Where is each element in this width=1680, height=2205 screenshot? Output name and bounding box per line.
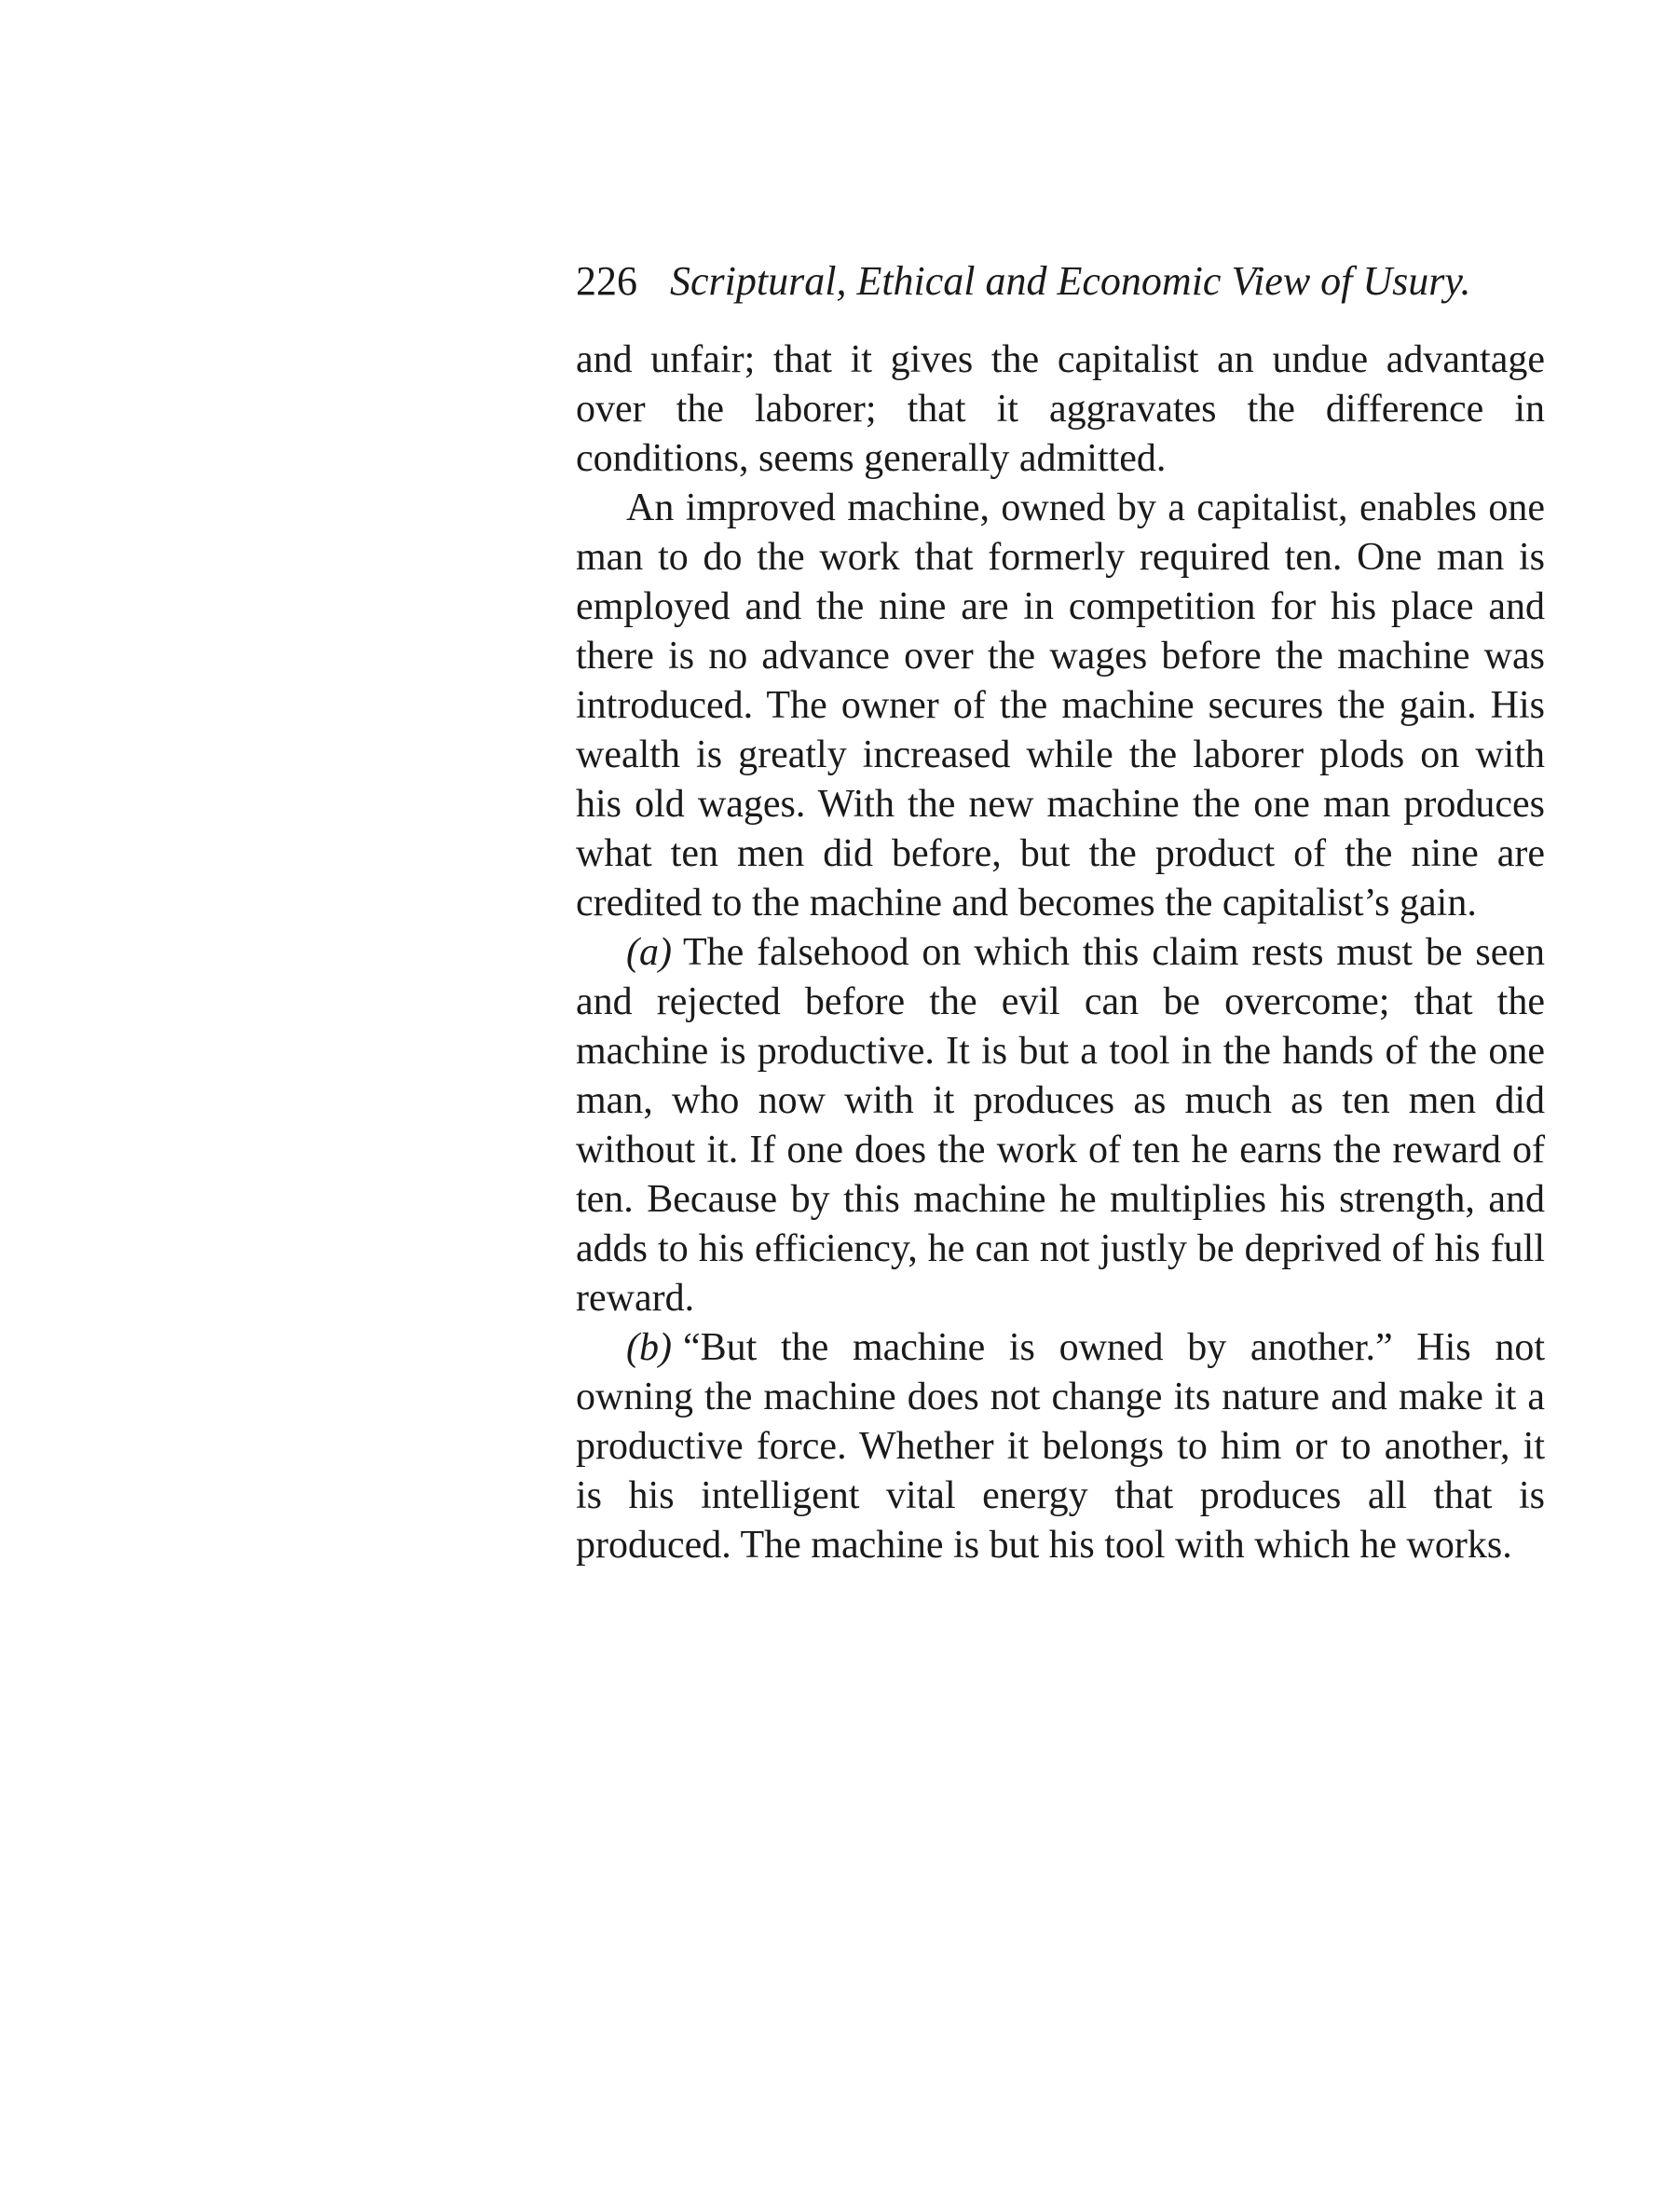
running-head	[576, 253, 1545, 309]
page-number: 226	[576, 258, 637, 304]
paragraph-continuation: and unfair; that it gives the capitalist an undue advantage over the laborer; that it aggravates the difference in conditions, seems generally admitted.	[576, 338, 1545, 480]
paragraph-a-text: The falsehood on which this claim rests must be seen and rejected before the evil can be overcome; that the machine is productive. It is but a tool in the hands of the one man, who now with it produces as much as ten men did without it. If one does the work of ten he earns the reward of ten. Because by this machine he multiplies his strength, and adds to his efficiency, he can not justly be deprived of his full reward.	[576, 931, 1545, 1320]
paragraph-a	[576, 928, 1545, 1323]
paragraph-b-marker: (b)	[626, 1326, 672, 1369]
paragraph-b	[576, 1323, 1545, 1570]
running-title: Scriptural, Ethical and Economic View of Usury.	[670, 258, 1471, 304]
body-text	[576, 336, 1545, 1570]
paragraph-b-text: “But the machine is owned by another.” His not owning the machine does not change its nature and make it a productive force. Whether it belongs to him or to another, it is his intelligent vital energy that produces all that is produced. The machine is but his tool with which he works.	[576, 1326, 1545, 1567]
paragraph-a-marker: (a)	[626, 931, 672, 974]
paragraph-improved-machine: An improved machine, owned by a capitalist, enables one man to do the work that formerly required ten. One man is employed and the nine are in competition for his place and there is no advance over the wages before the machine was introduced. The owner of the machine secures the gain. His wealth is greatly increased while the laborer plods on with his old wages. With the new machine the one man produces what ten men did before, but the product of the nine are credited to the machine and becomes the capitalist’s gain.	[576, 486, 1545, 924]
